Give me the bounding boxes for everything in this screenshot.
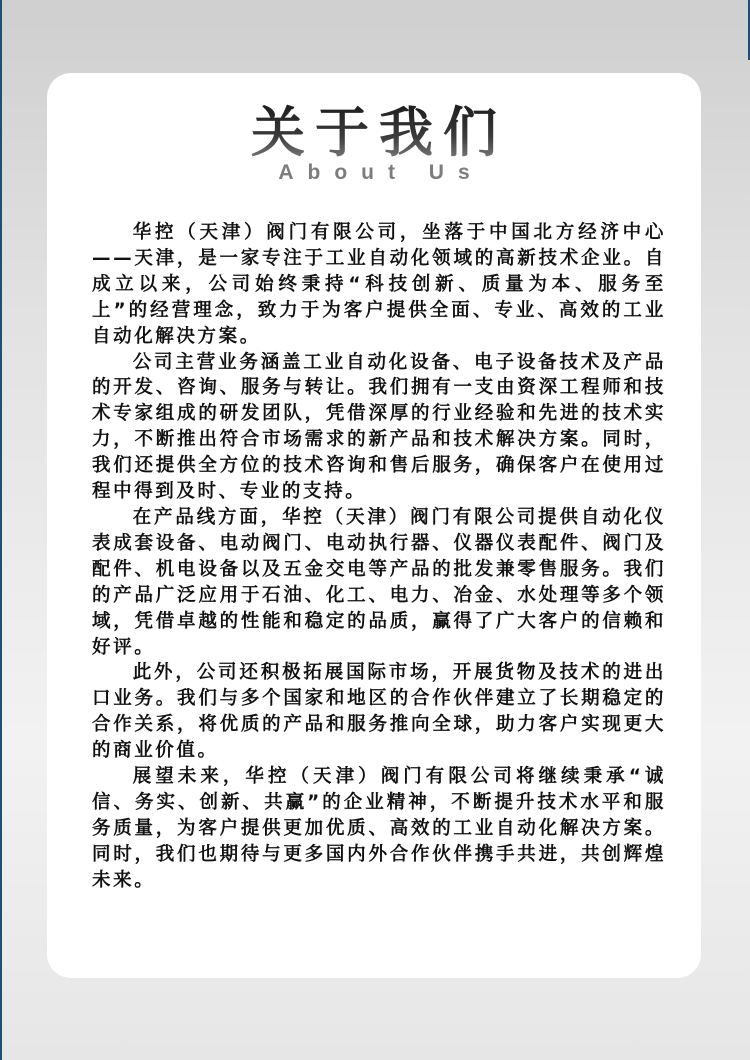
about-card — [47, 73, 701, 978]
page-subtitle: About Us — [278, 161, 484, 184]
paragraph-international: 此外，公司还积极拓展国际市场，开展货物及技术的进出口业务。我们与多个国家和地区的合作伙伴建立了长期稳定的合作关系，将优质的产品和服务推向全球，助力客户实现更大的商业价值。 — [92, 662, 666, 762]
paragraph-products: 在产品线方面，华控（天津）阀门有限公司提供自动化仪表成套设备、电动阀门、电动执行器、仪器仪表配件、阀门及配件、机电设备以及五金交电等产品的批发兼零售服务。我们的产品广泛应用于石油、化工、电力、冶金、水处理等多个领域，凭借卓越的性能和稳定的品质，赢得了广大客户的信赖和好评。 — [92, 506, 666, 658]
title-block — [47, 101, 701, 185]
paragraph-intro: 华控（天津）阀门有限公司，坐落于中国北方经济中心——天津，是一家专注于工业自动化领域的高新技术企业。自成立以来，公司始终秉持“科技创新、质量为本、服务至上”的经营理念，致力于为客户提供全面、专业、高效的工业自动化解决方案。 — [92, 222, 666, 347]
paragraph-outlook: 展望未来，华控（天津）阀门有限公司将继续秉承“诚信、务实、创新、共赢”的企业精神，不断提升技术水平和服务质量，为客户提供更加优质、高效的工业自动化解决方案。同时，我们也期待与更多国内外合作伙伴携手共进，共创辉煌未来。 — [92, 766, 666, 891]
paragraph-business: 公司主营业务涵盖工业自动化设备、电子设备技术及产品的开发、咨询、服务与转让。我们拥有一支由资深工程师和技术专家组成的研发团队，凭借深厚的行业经验和先进的技术实力，不断推出符合市场需求的新产品和技术解决方案。同时，我们还提供全方位的技术咨询和售后服务，确保客户在使用过程中得到及时、专业的支持。 — [92, 351, 666, 503]
page-title: 关于我们 — [47, 101, 701, 165]
left-edge-line — [0, 0, 2, 1060]
about-content — [92, 220, 666, 894]
